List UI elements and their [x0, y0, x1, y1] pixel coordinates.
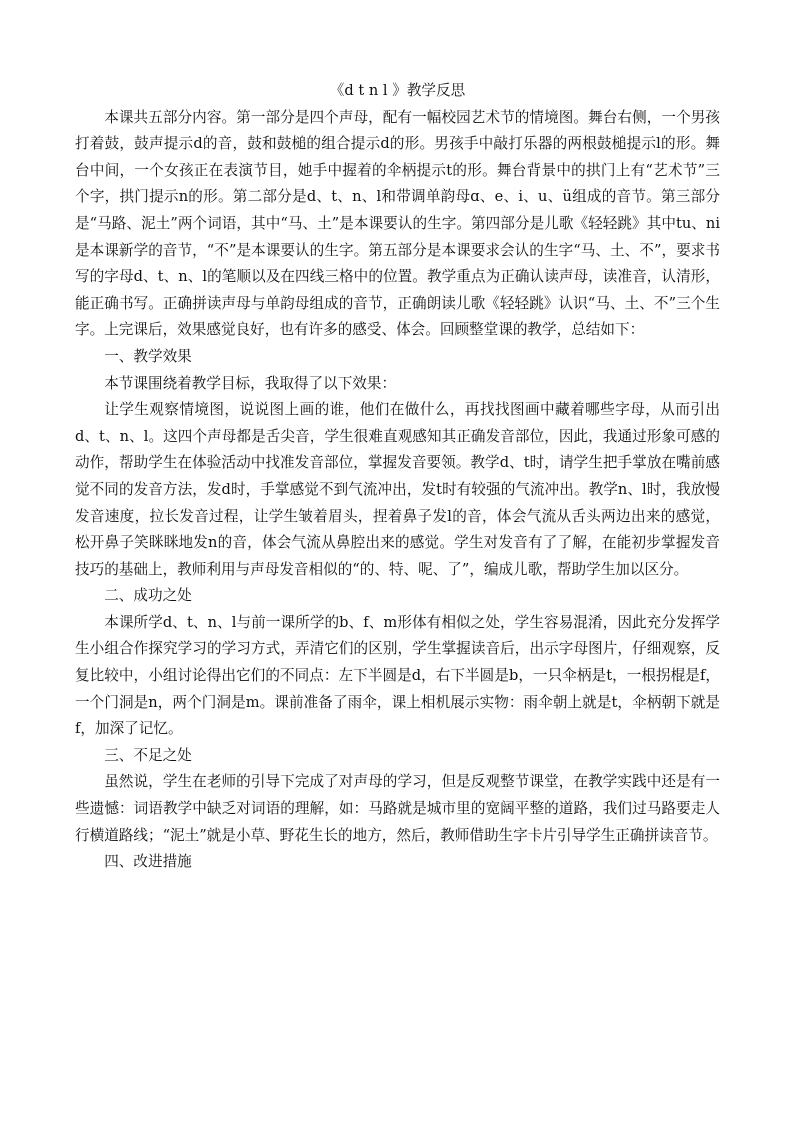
document-page [75, 78, 720, 876]
section2-paragraph-1: 本课所学d、t、n、l与前一课所学的b、f、m形体有相似之处，学生容易混淆，因此充分发挥学生小组合作探究学习的学习方式，弄清它们的区别，学生掌握读音后，出示字母图片，仔细观察，反复比较中，小组讨论得出它们的不同点：左下半圆是d，右下半圆是b，一只伞柄是t，一根拐棍是f，一个门洞是n，两个门洞是m。课前准备了雨伞，课上相机展示实物：雨伞朝上就是t，伞柄朝下就是f，加深了记忆。 [75, 613, 720, 738]
document-title: 《d t n l 》教学反思 [329, 82, 466, 99]
section-heading-improvements: 四、改进措施 [104, 853, 192, 871]
intro-paragraph: 本课共五部分内容。第一部分是四个声母，配有一幅校园艺术节的情境图。舞台右侧，一个男孩打着鼓，鼓声提示d的音，鼓和鼓槌的组合提示d的形。男孩手中敲打乐器的两根鼓槌提示l的形。舞台中间，一个女孩正在表演节目，她手中握着的伞柄提示t的形。舞台背景中的拱门上有“艺术节”三个字，拱门提示n的形。第二部分是d、t、n、l和带调单韵母ɑ、e、i、u、ü组成的音节。第三部分是“马路、泥土”两个词语，其中“马、土”是本课要认的生字。第四部分是儿歌《轻轻跳》其中tu、ni是本课新学的音节，“不”是本课要认的生字。第五部分是本课要求会认的生字“马、土、不”，要求书写的字母d、t、n、l的笔顺以及在四线三格中的位置。教学重点为正确认读声母，读准音，认清形，能正确书写。正确拼读声母与单韵母组成的音节，正确朗读儿歌《轻轻跳》认识“马、土、不”三个生字。上完课后，效果感觉良好，也有许多的感受、体会。回顾整堂课的教学，总结如下： [75, 108, 720, 339]
section-heading-shortcomings: 三、不足之处 [104, 746, 192, 764]
section1-paragraph-1: 本节课围绕着教学目标，我取得了以下效果： [104, 374, 397, 392]
section3-paragraph-1: 虽然说，学生在老师的引导下完成了对声母的学习，但是反观整节课堂，在教学实践中还是有一些遗憾：词语教学中缺乏对词语的理解，如：马路就是城市里的宽阔平整的道路，我们过马路要走人行横道路线；“泥土”就是小草、野花生长的地方，然后，教师借助生字卡片引导学生正确拼读音节。 [75, 773, 720, 844]
section-heading-successes: 二、成功之处 [104, 587, 192, 605]
section1-paragraph-2: 让学生观察情境图，说说图上画的谁，他们在做什么，再找找图画中藏着哪些字母，从而引出d、t、n、l。这四个声母都是舌尖音，学生很难直观感知其正确发音部位，因此，我通过形象可感的动作，帮助学生在体验活动中找准发音部位，掌握发音要领。教学d、t时，请学生把手掌放在嘴前感觉不同的发音方法，发d时，手掌感觉不到气流冲出，发t时有较强的气流冲出。教学n、l时，我放慢发音速度，拉长发音过程，让学生皱着眉头，捏着鼻子发l的音，体会气流从舌头两边出来的感觉，松开鼻子笑眯眯地发n的音，体会气流从鼻腔出来的感觉。学生对发音有了了解，在能初步掌握发音技巧的基础上，教师利用与声母发音相似的“的、特、呢、了”，编成儿歌，帮助学生加以区分。 [75, 401, 720, 578]
section-heading-teaching-effect: 一、教学效果 [104, 347, 192, 365]
